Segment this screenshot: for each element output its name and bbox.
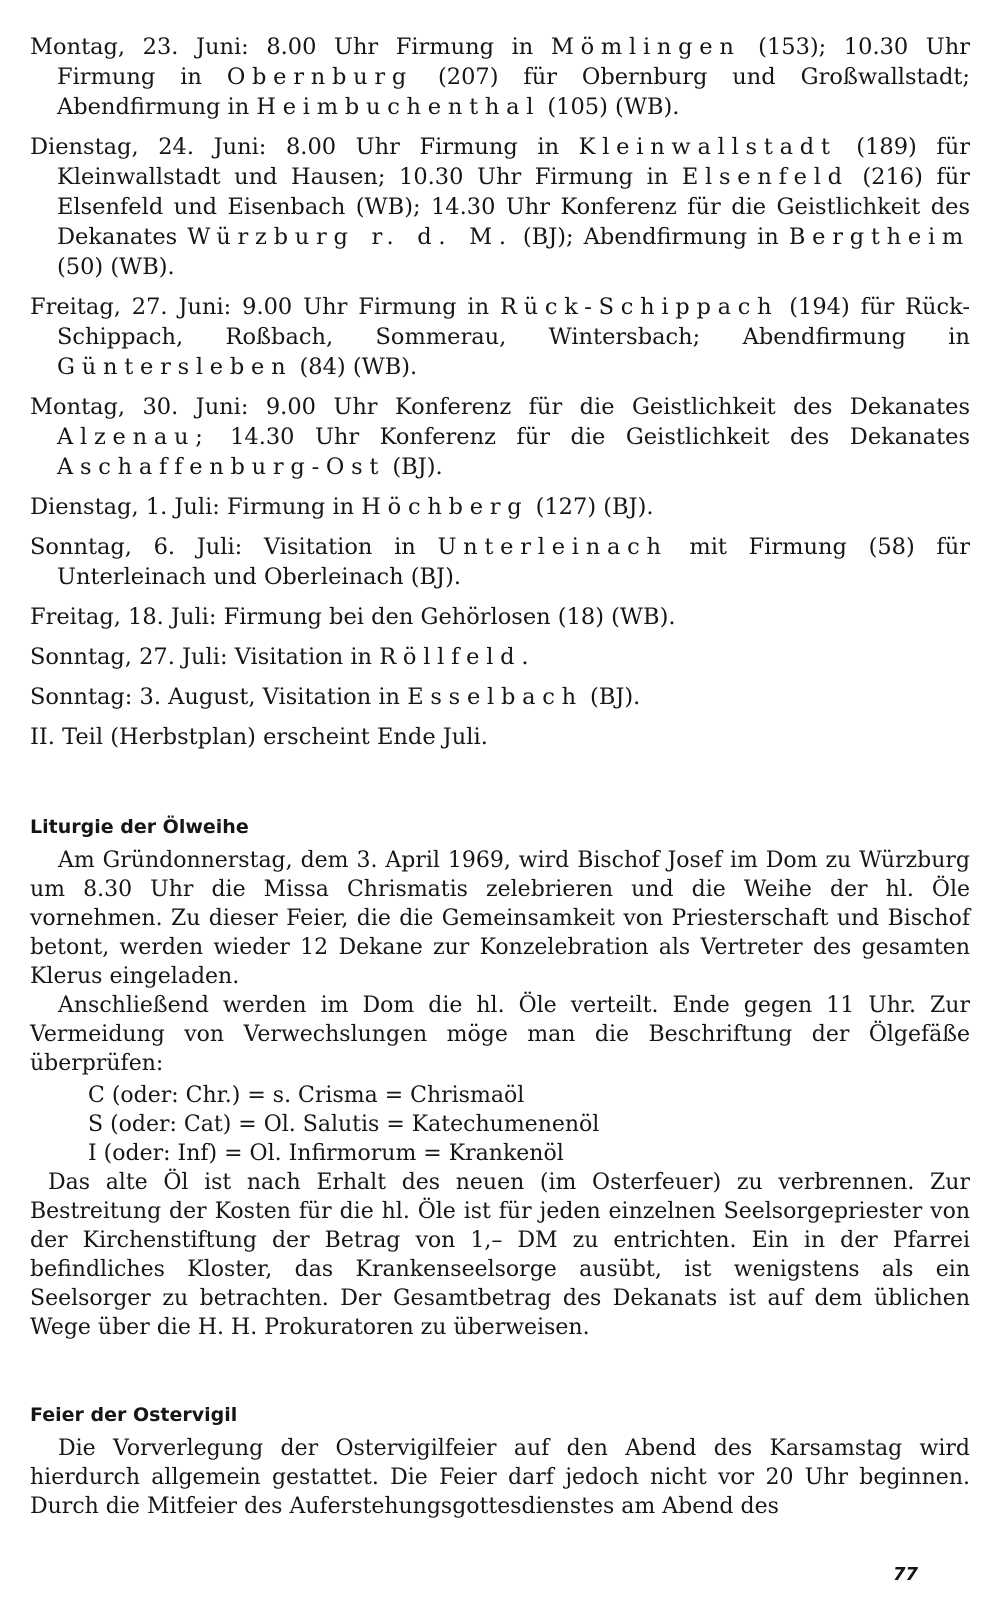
place-name: Aschaffenburg-Ost: [57, 454, 386, 480]
paragraph: Anschließend werden im Dom die hl. Öle verteilt. Ende gegen 11 Uhr. Zur Vermeidung von Verwechslungen möge man die Beschriftung der Ölgefäße überprüfen:: [30, 993, 970, 1076]
schedule-list: [30, 32, 970, 752]
page-number: 77: [892, 1564, 918, 1585]
abbreviation-item: I (oder: Inf) = Ol. Infirmorum = Krankenöl: [88, 1141, 564, 1166]
place-name: Würzburg r. d. M.: [187, 224, 513, 250]
place-name: Alzenau;: [57, 424, 210, 450]
place-name: Röllfeld.: [379, 644, 536, 670]
place-name: Kleinwallstadt: [578, 134, 837, 160]
section-title: Feier der Ostervigil: [30, 1404, 238, 1426]
place-name: Rück-Schippach: [499, 294, 779, 320]
place-name: Esselbach: [407, 684, 583, 710]
paragraph: Am Gründonnerstag, dem 3. April 1969, wird Bischof Josef im Dom zu Würzburg um 8.30 Uhr die Missa Chrismatis zelebrieren und die Weihe der hl. Öle vornehmen. Zu dieser Feier, die die Gemeinsamkeit von Priesterschaft und Bischof betont, werden wieder 12 Dekane zur Konzelebration als Vertreter des gesamten Klerus eingeladen.: [30, 848, 970, 989]
place-name: Höchberg: [361, 494, 529, 520]
paragraph: Die Vorverlegung der Ostervigilfeier auf den Abend des Karsamstag wird hierdurch allgemein gestattet. Die Feier darf jedoch nicht vor 20 Uhr beginnen. Durch die Mitfeier des Auferstehungsgottesdienstes am Abend des: [30, 1436, 970, 1519]
schedule-entry: Freitag, 27. Juni: 9.00 Uhr Firmung in Rück-Schippach (194) für Rück-Schippach, Roßbach, Sommerau, Wintersbach; Abendfirmung in Güntersleben (84) (WB).: [30, 294, 970, 380]
schedule-entry: Sonntag, 6. Juli: Visitation in Unterleinach mit Firmung (58) für Unterleinach und Oberleinach (BJ).: [30, 534, 970, 590]
paragraph: Das alte Öl ist nach Erhalt des neuen (im Osterfeuer) zu verbrennen. Zur Bestreitung der Kosten für die hl. Öle ist für jeden einzelnen Seelsorgepriester von der Kirchenstiftung der Betrag von 1,– DM zu entrichten. Ein in der Pfarrei befindliches Kloster, das Krankenseelsorge ausübt, ist wenigstens als ein Seelsorger zu betrachten. Der Gesamtbetrag des Dekanats ist auf dem üblichen Wege über die H. H. Prokuratoren zu überweisen.: [30, 1170, 970, 1340]
place-name: Mömlingen: [550, 34, 741, 60]
schedule-entry: Freitag, 18. Juli: Firmung bei den Gehörlosen (18) (WB).: [30, 604, 676, 630]
document-page: [30, 32, 970, 1521]
section-title: Liturgie der Ölweihe: [30, 816, 249, 838]
place-name: Güntersleben: [57, 354, 293, 380]
schedule-entry: Sonntag: 3. August, Visitation in Esselbach (BJ).: [30, 684, 641, 710]
schedule-entry: Dienstag, 1. Juli: Firmung in Höchberg (127) (BJ).: [30, 494, 654, 520]
abbreviation-item: C (oder: Chr.) = s. Crisma = Chrismaöl: [88, 1083, 525, 1108]
section-oelweihe: [30, 814, 970, 1342]
place-name: Elsenfeld: [681, 164, 849, 190]
schedule-entry: Dienstag, 24. Juni: 8.00 Uhr Firmung in Kleinwallstadt (189) für Kleinwallstadt und Hausen; 10.30 Uhr Firmung in Elsenfeld (216) für Elsenfeld und Eisenbach (WB); 14.30 Uhr Konferenz für die Geistlichkeit des Dekanates Würzburg r. d. M. (BJ); Abendfirmung in Bergtheim (50) (WB).: [30, 134, 970, 280]
schedule-entry: Montag, 30. Juni: 9.00 Uhr Konferenz für die Geistlichkeit des Dekanates Alzenau; 14.30 Uhr Konferenz für die Geistlichkeit des Dekanates Aschaffenburg-Ost (BJ).: [30, 394, 970, 480]
place-name: Unterleinach: [437, 534, 668, 560]
place-name: Bergtheim: [788, 224, 970, 250]
schedule-entry: Montag, 23. Juni: 8.00 Uhr Firmung in Mömlingen (153); 10.30 Uhr Firmung in Obernburg (207) für Obernburg und Großwallstadt; Abendfirmung in Heimbuchenthal (105) (WB).: [30, 34, 970, 120]
place-name: Obernburg: [226, 64, 414, 90]
schedule-entry: II. Teil (Herbstplan) erscheint Ende Juli.: [30, 724, 488, 750]
abbreviation-item: S (oder: Cat) = Ol. Salutis = Katechumenenöl: [88, 1112, 600, 1137]
oil-abbreviation-list: [30, 1081, 970, 1168]
place-name: Heimbuchenthal: [256, 94, 541, 120]
schedule-entry: Sonntag, 27. Juli: Visitation in Röllfeld.: [30, 644, 536, 670]
section-ostervigil: [30, 1402, 970, 1521]
